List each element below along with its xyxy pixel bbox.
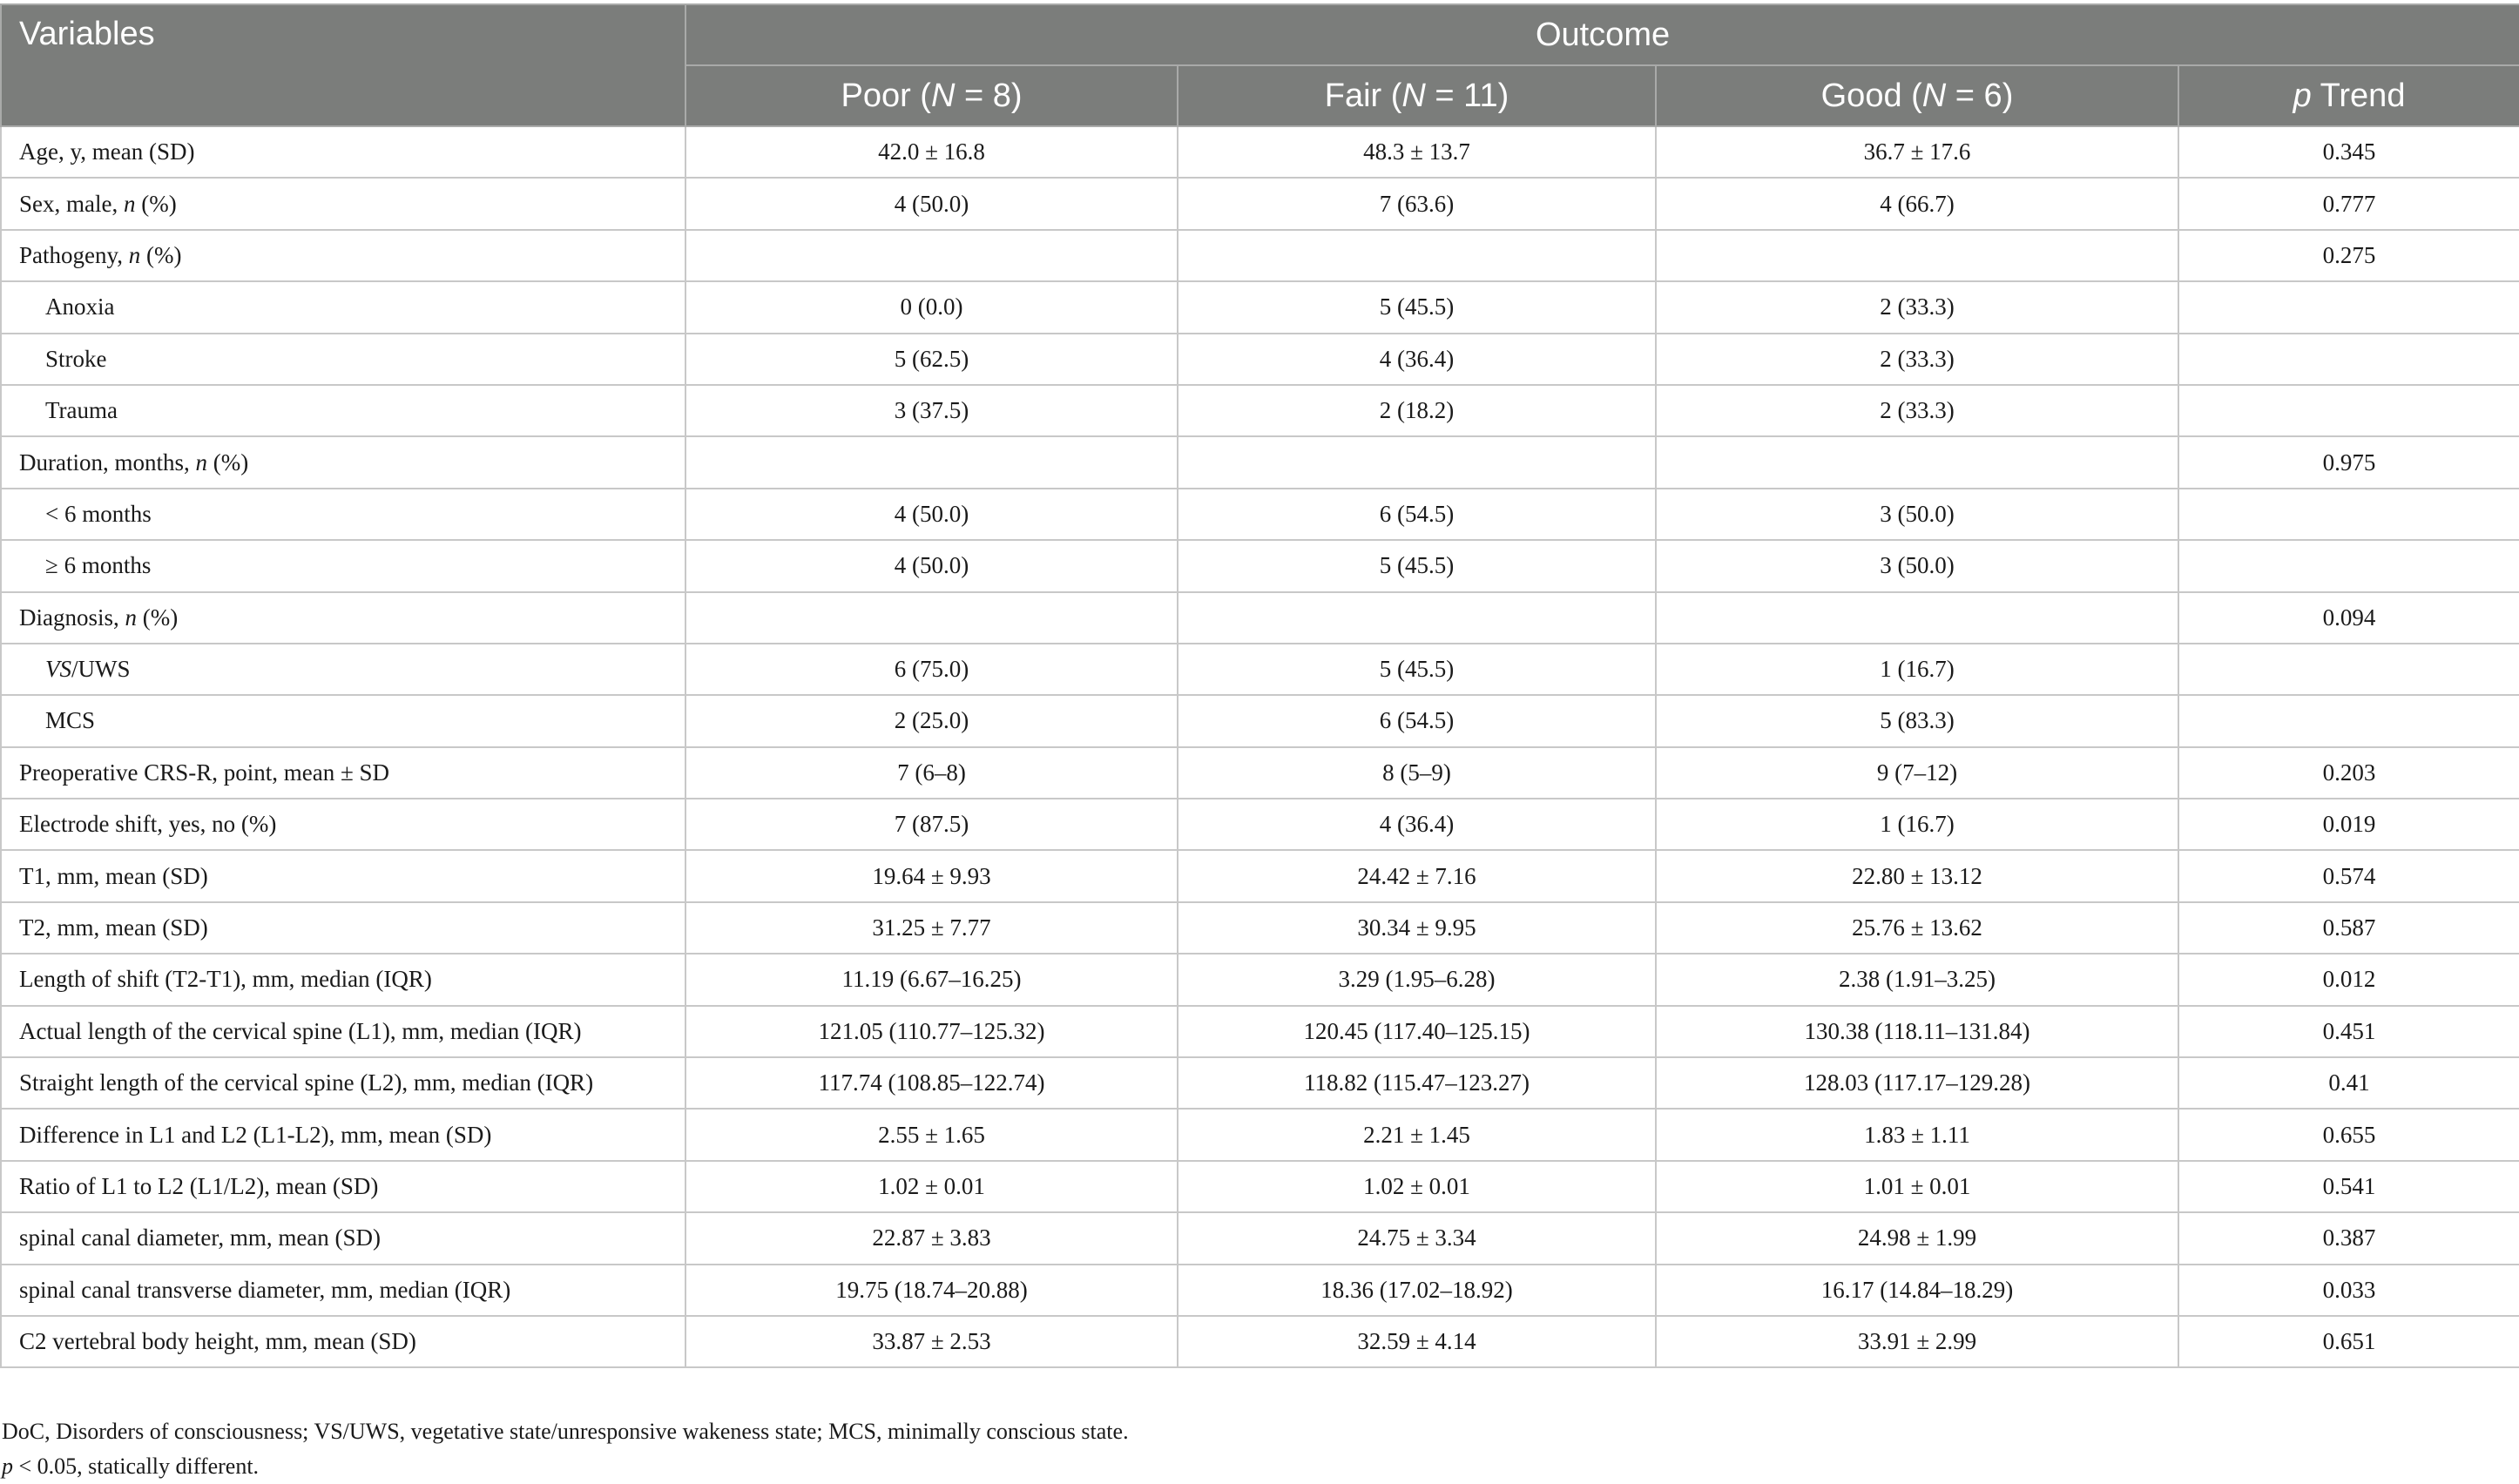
value-cell-p-trend: 0.203	[2178, 747, 2519, 799]
variable-pre: Preoperative CRS-R, point, mean ± SD	[19, 759, 390, 786]
variable-pre: < 6 months	[45, 500, 152, 527]
value-cell-poor: 31.25 ± 7.77	[685, 902, 1178, 954]
footnotes	[2, 1414, 1129, 1484]
value-cell-poor: 121.05 (110.77–125.32)	[685, 1006, 1178, 1057]
value-cell-p-trend	[2178, 695, 2519, 746]
table-row	[1, 799, 2519, 850]
value-cell-good: 33.91 ± 2.99	[1656, 1316, 2178, 1367]
value-cell-poor: 117.74 (108.85–122.74)	[685, 1057, 1178, 1109]
variable-cell	[1, 126, 685, 178]
value-cell-p-trend	[2178, 334, 2519, 385]
variable-pre: Ratio of L1 to L2 (L1/L2), mean (SD)	[19, 1173, 379, 1199]
value-cell-fair: 7 (63.6)	[1178, 178, 1656, 229]
table-body	[1, 126, 2519, 1367]
variable-cell	[1, 1265, 685, 1316]
value-cell-good: 128.03 (117.17–129.28)	[1656, 1057, 2178, 1109]
variable-cell	[1, 1109, 685, 1160]
header-symbol: N	[930, 77, 956, 114]
variable-it: n	[125, 604, 137, 631]
header-label-rest: = 11)	[1425, 77, 1509, 114]
value-cell-good	[1656, 592, 2178, 644]
variable-cell	[1, 281, 685, 333]
variable-cell	[1, 954, 685, 1005]
variable-pre: spinal canal diameter, mm, mean (SD)	[19, 1224, 382, 1251]
table-row	[1, 1265, 2519, 1316]
table-row	[1, 540, 2519, 591]
value-cell-p-trend: 0.41	[2178, 1057, 2519, 1109]
variable-post: /UWS	[71, 656, 131, 683]
variable-cell	[1, 902, 685, 954]
variable-pre: Trauma	[45, 397, 118, 424]
value-cell-poor: 6 (75.0)	[685, 644, 1178, 695]
value-cell-fair: 6 (54.5)	[1178, 489, 1656, 540]
variable-cell	[1, 385, 685, 436]
table-row	[1, 385, 2519, 436]
table-row	[1, 747, 2519, 799]
value-cell-poor: 22.87 ± 3.83	[685, 1212, 1178, 1264]
table-row	[1, 1057, 2519, 1109]
variable-cell	[1, 178, 685, 229]
value-cell-fair: 24.75 ± 3.34	[1178, 1212, 1656, 1264]
value-cell-p-trend: 0.541	[2178, 1161, 2519, 1212]
variable-pre: ≥ 6 months	[45, 552, 152, 579]
variable-pre: Length of shift (T2-T1), mm, median (IQR)	[19, 966, 432, 993]
variable-pre: Difference in L1 and L2 (L1-L2), mm, mean (SD)	[19, 1121, 492, 1148]
value-cell-poor: 19.75 (18.74–20.88)	[685, 1265, 1178, 1316]
variable-pre: Pathogeny,	[19, 241, 129, 268]
value-cell-p-trend: 0.012	[2178, 954, 2519, 1005]
value-cell-fair: 18.36 (17.02–18.92)	[1178, 1265, 1656, 1316]
variable-cell	[1, 489, 685, 540]
variable-cell	[1, 1006, 685, 1057]
value-cell-p-trend: 0.275	[2178, 230, 2519, 281]
value-cell-fair: 4 (36.4)	[1178, 334, 1656, 385]
value-cell-good: 3 (50.0)	[1656, 489, 2178, 540]
header-outcome-group: Outcome	[685, 4, 2519, 65]
header-good	[1656, 65, 2178, 126]
value-cell-poor: 4 (50.0)	[685, 489, 1178, 540]
header-label: Poor (	[841, 77, 931, 114]
variable-cell	[1, 334, 685, 385]
value-cell-poor: 2.55 ± 1.65	[685, 1109, 1178, 1160]
variable-pre: Stroke	[45, 345, 107, 372]
value-cell-fair: 120.45 (117.40–125.15)	[1178, 1006, 1656, 1057]
value-cell-good: 22.80 ± 13.12	[1656, 850, 2178, 901]
variable-it: VS	[45, 656, 71, 683]
value-cell-good: 4 (66.7)	[1656, 178, 2178, 229]
variable-cell	[1, 644, 685, 695]
variable-pre: Anoxia	[45, 293, 115, 320]
variable-cell	[1, 695, 685, 746]
variable-cell	[1, 592, 685, 644]
variable-pre: Sex, male,	[19, 190, 124, 217]
value-cell-p-trend	[2178, 644, 2519, 695]
value-cell-good: 2.38 (1.91–3.25)	[1656, 954, 2178, 1005]
value-cell-fair: 1.02 ± 0.01	[1178, 1161, 1656, 1212]
value-cell-p-trend: 0.019	[2178, 799, 2519, 850]
header-variables: Variables	[1, 4, 685, 126]
footnote-p-symbol: p	[2, 1454, 13, 1479]
value-cell-fair: 3.29 (1.95–6.28)	[1178, 954, 1656, 1005]
value-cell-fair: 32.59 ± 4.14	[1178, 1316, 1656, 1367]
value-cell-poor: 11.19 (6.67–16.25)	[685, 954, 1178, 1005]
variable-cell	[1, 230, 685, 281]
value-cell-good: 2 (33.3)	[1656, 281, 2178, 333]
table-row	[1, 334, 2519, 385]
header-p-trend	[2178, 65, 2519, 126]
value-cell-fair: 30.34 ± 9.95	[1178, 902, 1656, 954]
value-cell-p-trend: 0.655	[2178, 1109, 2519, 1160]
variable-pre: Age, y, mean (SD)	[19, 138, 195, 165]
value-cell-p-trend: 0.387	[2178, 1212, 2519, 1264]
variable-cell	[1, 1057, 685, 1109]
table-row	[1, 1006, 2519, 1057]
table-header	[1, 4, 2519, 126]
header-symbol: N	[1921, 77, 1947, 114]
value-cell-poor: 19.64 ± 9.93	[685, 850, 1178, 901]
variable-it: n	[123, 190, 136, 217]
value-cell-fair: 8 (5–9)	[1178, 747, 1656, 799]
header-label: Good (	[1820, 77, 1922, 114]
value-cell-p-trend: 0.651	[2178, 1316, 2519, 1367]
value-cell-poor	[685, 592, 1178, 644]
variable-cell	[1, 436, 685, 488]
variable-cell	[1, 747, 685, 799]
header-label-rest: Trend	[2311, 77, 2406, 114]
variable-post: (%)	[207, 449, 249, 476]
value-cell-fair: 24.42 ± 7.16	[1178, 850, 1656, 901]
variable-pre: T2, mm, mean (SD)	[19, 914, 208, 941]
table-row	[1, 436, 2519, 488]
value-cell-p-trend	[2178, 540, 2519, 591]
header-fair	[1178, 65, 1656, 126]
footnote-significance	[2, 1449, 1129, 1484]
value-cell-poor: 4 (50.0)	[685, 178, 1178, 229]
variable-it: n	[195, 449, 207, 476]
value-cell-poor: 1.02 ± 0.01	[685, 1161, 1178, 1212]
value-cell-p-trend: 0.587	[2178, 902, 2519, 954]
value-cell-p-trend: 0.033	[2178, 1265, 2519, 1316]
value-cell-fair: 5 (45.5)	[1178, 644, 1656, 695]
value-cell-good	[1656, 436, 2178, 488]
value-cell-poor: 0 (0.0)	[685, 281, 1178, 333]
variable-cell	[1, 540, 685, 591]
value-cell-p-trend	[2178, 385, 2519, 436]
variable-pre: T1, mm, mean (SD)	[19, 862, 208, 889]
value-cell-p-trend: 0.451	[2178, 1006, 2519, 1057]
variable-pre: Electrode shift, yes, no (%)	[19, 811, 277, 838]
table-row	[1, 1212, 2519, 1264]
value-cell-p-trend	[2178, 281, 2519, 333]
variable-cell	[1, 1212, 685, 1264]
table-row	[1, 695, 2519, 746]
table-row	[1, 126, 2519, 178]
value-cell-poor: 3 (37.5)	[685, 385, 1178, 436]
value-cell-fair: 48.3 ± 13.7	[1178, 126, 1656, 178]
table-row	[1, 178, 2519, 229]
value-cell-good: 130.38 (118.11–131.84)	[1656, 1006, 2178, 1057]
variable-pre: C2 vertebral body height, mm, mean (SD)	[19, 1328, 416, 1355]
value-cell-fair: 2 (18.2)	[1178, 385, 1656, 436]
value-cell-good: 3 (50.0)	[1656, 540, 2178, 591]
variable-cell	[1, 799, 685, 850]
header-label-rest: = 8)	[955, 77, 1023, 114]
table-row	[1, 230, 2519, 281]
value-cell-good: 1 (16.7)	[1656, 799, 2178, 850]
value-cell-fair	[1178, 230, 1656, 281]
variable-cell	[1, 1316, 685, 1367]
value-cell-poor: 42.0 ± 16.8	[685, 126, 1178, 178]
data-table	[0, 3, 2519, 1368]
variable-pre: Actual length of the cervical spine (L1), mm, median (IQR)	[19, 1017, 582, 1044]
table-row	[1, 1109, 2519, 1160]
value-cell-good: 36.7 ± 17.6	[1656, 126, 2178, 178]
header-poor	[685, 65, 1178, 126]
variable-pre: Straight length of the cervical spine (L2), mm, median (IQR)	[19, 1069, 594, 1096]
table-row	[1, 592, 2519, 644]
value-cell-poor: 5 (62.5)	[685, 334, 1178, 385]
value-cell-poor: 33.87 ± 2.53	[685, 1316, 1178, 1367]
value-cell-fair: 2.21 ± 1.45	[1178, 1109, 1656, 1160]
value-cell-fair	[1178, 436, 1656, 488]
table-row	[1, 954, 2519, 1005]
value-cell-good: 16.17 (14.84–18.29)	[1656, 1265, 2178, 1316]
header-label-rest: = 6)	[1946, 77, 2014, 114]
value-cell-good: 24.98 ± 1.99	[1656, 1212, 2178, 1264]
value-cell-good: 2 (33.3)	[1656, 385, 2178, 436]
header-label: Fair (	[1324, 77, 1402, 114]
table-row	[1, 281, 2519, 333]
value-cell-p-trend: 0.975	[2178, 436, 2519, 488]
footnote-significance-text: < 0.05, statically different.	[13, 1454, 260, 1479]
footnote-abbreviations: DoC, Disorders of consciousness; VS/UWS, vegetative state/unresponsive wakeness state; MCS, minimally conscious state.	[2, 1419, 1129, 1444]
value-cell-good	[1656, 230, 2178, 281]
variable-pre: Diagnosis,	[19, 604, 125, 631]
value-cell-fair: 5 (45.5)	[1178, 281, 1656, 333]
variable-cell	[1, 850, 685, 901]
table-row	[1, 1161, 2519, 1212]
value-cell-fair: 118.82 (115.47–123.27)	[1178, 1057, 1656, 1109]
variable-post: (%)	[135, 190, 177, 217]
value-cell-p-trend	[2178, 489, 2519, 540]
value-cell-p-trend: 0.777	[2178, 178, 2519, 229]
table-row	[1, 1316, 2519, 1367]
variable-cell	[1, 1161, 685, 1212]
value-cell-poor: 2 (25.0)	[685, 695, 1178, 746]
value-cell-good: 2 (33.3)	[1656, 334, 2178, 385]
value-cell-poor: 7 (6–8)	[685, 747, 1178, 799]
value-cell-p-trend: 0.345	[2178, 126, 2519, 178]
variable-post: (%)	[137, 604, 179, 631]
value-cell-fair: 6 (54.5)	[1178, 695, 1656, 746]
value-cell-good: 5 (83.3)	[1656, 695, 2178, 746]
table-row	[1, 850, 2519, 901]
table-row	[1, 902, 2519, 954]
value-cell-fair: 5 (45.5)	[1178, 540, 1656, 591]
value-cell-poor: 4 (50.0)	[685, 540, 1178, 591]
value-cell-poor: 7 (87.5)	[685, 799, 1178, 850]
value-cell-good: 1.01 ± 0.01	[1656, 1161, 2178, 1212]
variable-post: (%)	[140, 241, 182, 268]
value-cell-p-trend: 0.094	[2178, 592, 2519, 644]
header-symbol: p	[2293, 77, 2312, 114]
variable-pre: MCS	[45, 707, 96, 734]
value-cell-good: 1 (16.7)	[1656, 644, 2178, 695]
value-cell-good: 9 (7–12)	[1656, 747, 2178, 799]
table-row	[1, 644, 2519, 695]
value-cell-good: 25.76 ± 13.62	[1656, 902, 2178, 954]
value-cell-fair	[1178, 592, 1656, 644]
variable-pre: Duration, months,	[19, 449, 196, 476]
variable-pre: spinal canal transverse diameter, mm, median (IQR)	[19, 1276, 511, 1303]
value-cell-poor	[685, 230, 1178, 281]
value-cell-p-trend: 0.574	[2178, 850, 2519, 901]
value-cell-poor	[685, 436, 1178, 488]
table-row	[1, 489, 2519, 540]
value-cell-good: 1.83 ± 1.11	[1656, 1109, 2178, 1160]
value-cell-fair: 4 (36.4)	[1178, 799, 1656, 850]
header-symbol: N	[1401, 77, 1426, 114]
variable-it: n	[128, 241, 141, 268]
